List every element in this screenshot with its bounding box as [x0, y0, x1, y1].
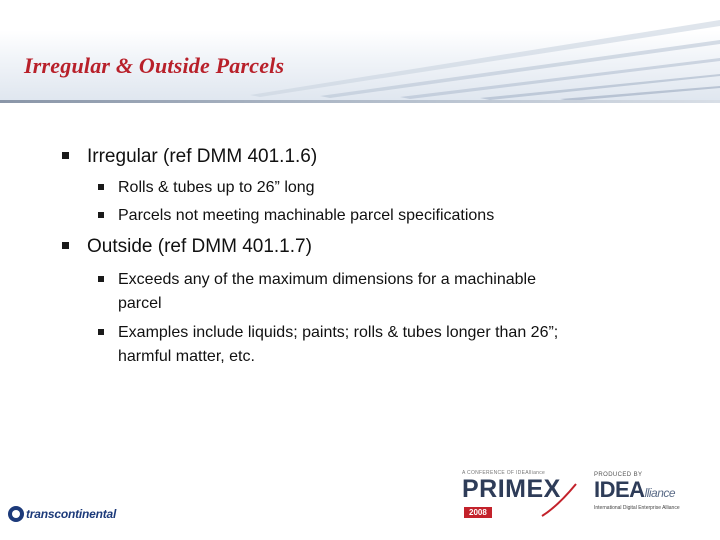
header-streaks-decoration [0, 0, 720, 102]
header-divider [0, 100, 720, 103]
sub-bullet-text: Parcels not meeting machinable parcel specifications [118, 207, 495, 224]
primex-wordmark: PRIMEX [462, 475, 561, 503]
transcontinental-logo [8, 506, 116, 522]
sub-bullet-line: Examples include liquids; paints; rolls & tubes longer than 26”; [118, 324, 559, 341]
sub-bullet-text [118, 268, 536, 316]
bullet-irregular [62, 146, 317, 168]
idealliance-tagline: International Digital Enterprise Alliance [594, 505, 680, 511]
primex-tagline: A CONFERENCE OF IDEAlliance [462, 470, 546, 476]
transcontinental-wordmark: transcontinental [26, 507, 117, 521]
sub-bullet-examples [98, 321, 678, 369]
transcontinental-mark-icon [8, 506, 24, 522]
produced-by-label: PRODUCED BY [594, 472, 643, 478]
sub-bullet-line: harmful matter, etc. [118, 348, 255, 365]
bullet-text: Irregular (ref DMM 401.1.6) [87, 146, 318, 167]
idea-word: IDEA [594, 477, 645, 502]
sub-bullet-exceeds-dimensions [98, 268, 678, 316]
square-bullet-icon [62, 152, 69, 159]
bullet-outside [62, 236, 312, 258]
square-bullet-icon [98, 212, 104, 218]
square-bullet-icon [98, 329, 104, 335]
sub-bullet-line: parcel [118, 295, 162, 312]
primex-2008-logo [462, 470, 582, 522]
idealliance-logo [594, 472, 704, 522]
idealliance-wordmark [594, 478, 704, 505]
sub-bullet-text: Rolls & tubes up to 26” long [118, 179, 315, 196]
bullet-text: Outside (ref DMM 401.1.7) [87, 236, 312, 257]
square-bullet-icon [98, 184, 104, 190]
primex-year-badge: 2008 [464, 507, 492, 518]
sub-bullet-line: Exceeds any of the maximum dimensions for a machinable [118, 271, 536, 288]
slide-title: Irregular & Outside Parcels [24, 53, 285, 78]
sub-bullet-non-machinable [98, 204, 678, 228]
sub-bullet-rolls-tubes [98, 176, 678, 200]
sub-bullet-text [118, 321, 558, 369]
alliance-word: lliance [644, 486, 676, 500]
primex-swoosh-icon [540, 480, 580, 520]
square-bullet-icon [62, 242, 69, 249]
square-bullet-icon [98, 276, 104, 282]
slide-header [0, 0, 720, 102]
